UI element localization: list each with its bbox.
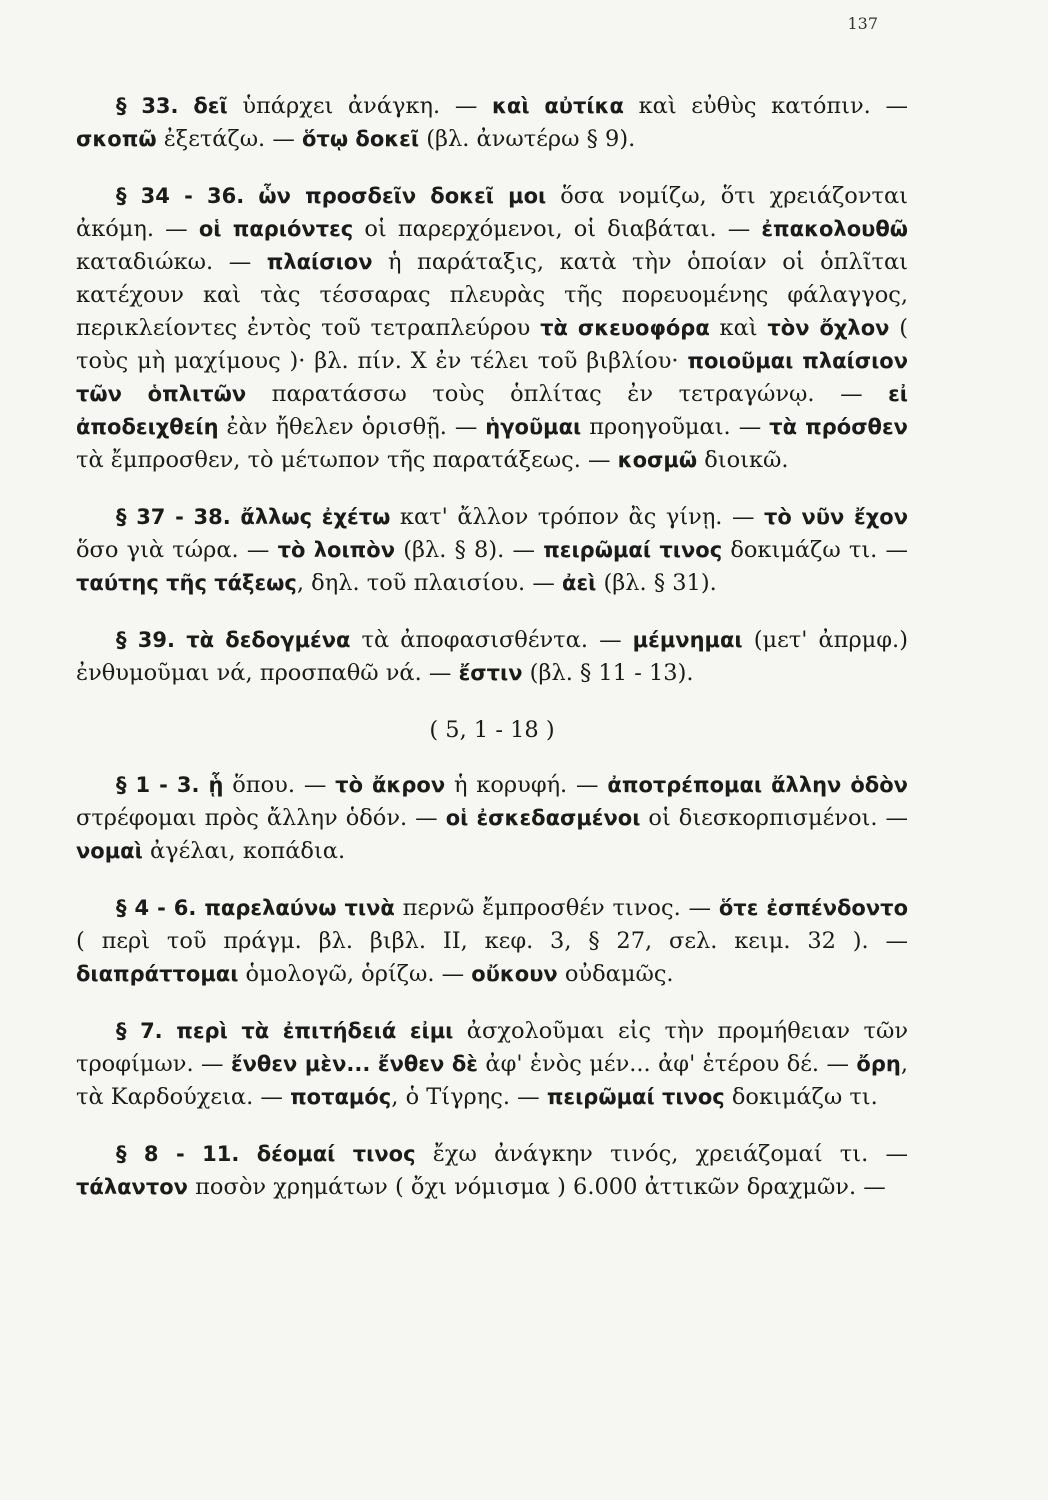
- lemma-term: ἔνθεν μὲν... ἔνθεν δὲ: [230, 1052, 478, 1076]
- lemma-term: § 34 - 36. ὧν προσδεῖν δοκεῖ μοι: [116, 184, 547, 208]
- gloss-text: (μετ' ἀπρμφ.) ἐνθυμοῦμαι νά, προσπαθῶ νά. —: [76, 627, 908, 686]
- lemma-term: οἱ παριόντες: [198, 217, 354, 241]
- lemma-term: ποιοῦμαι πλαίσιον τῶν ὁπλιτῶν: [76, 349, 908, 406]
- gloss-text: προηγοῦμαι. —: [581, 414, 770, 440]
- lemma-term: § 4 - 6. παρελαύνω τινὰ: [116, 896, 395, 920]
- gloss-text: καταδιώκω. —: [76, 249, 267, 275]
- gloss-text: δοκιμάζω τι. —: [722, 537, 908, 563]
- gloss-text: ἀφ' ἑνὸς μέν... ἀφ' ἑτέρου δέ. —: [478, 1051, 857, 1077]
- commentary-text: [76, 90, 908, 1228]
- gloss-text: οἱ παρερχόμενοι, οἱ διαβάται. —: [353, 216, 762, 242]
- gloss-text: , ὁ Τίγρης. —: [391, 1084, 547, 1110]
- gloss-text: (βλ. § 8). —: [395, 537, 544, 563]
- lemma-term: ἡγοῦμαι: [485, 415, 582, 439]
- lemma-term: τὰ πρόσθεν: [769, 415, 908, 439]
- lemma-term: σκοπῶ: [76, 127, 157, 151]
- commentary-paragraph: [76, 769, 908, 868]
- lemma-term: ἀποτρέπομαι ἄλλην ὁδὸν: [607, 773, 908, 797]
- lemma-term: τὸ νῦν ἔχον: [764, 505, 908, 529]
- gloss-text: καὶ εὐθὺς κατόπιν. —: [623, 93, 908, 119]
- lemma-term: τάλαντον: [76, 1175, 188, 1199]
- gloss-text: ἡ παράταξις, κατὰ τὴν ὁποίαν οἱ ὁπλῖται κατέχουν καὶ τὰς τέσσαρας πλευρὰς τῆς πορευομένης φάλαγγος, περικλείοντες ἐντὸς τοῦ τετραπλεύρου: [76, 249, 908, 341]
- gloss-text: (βλ. § 11 - 13).: [522, 660, 694, 686]
- commentary-paragraph: [76, 90, 908, 156]
- lemma-term: ὅτε ἐσπένδοντο: [718, 896, 908, 920]
- lemma-term: τὸ ἄκρον: [335, 773, 446, 797]
- page-number: 137: [847, 14, 878, 33]
- lemma-term: εἰ ἀποδειχθείη: [76, 382, 908, 439]
- section-heading: ( 5, 1 - 18 ): [429, 717, 555, 743]
- gloss-text: ἀσχολοῦμαι εἰς τὴν προμήθειαν τῶν τροφίμων. —: [76, 1018, 908, 1077]
- commentary-paragraph: [76, 1138, 908, 1204]
- gloss-text: ὑπάρχει ἀνάγκη. —: [227, 93, 493, 119]
- lemma-term: οὔκουν: [471, 962, 558, 986]
- commentary-paragraph: [76, 624, 908, 690]
- lemma-term: καὶ αὐτίκα: [492, 94, 624, 118]
- gloss-text: ὅσο γιὰ τώρα. —: [76, 537, 278, 563]
- gloss-text: δοκιμάζω τι.: [724, 1084, 878, 1110]
- lemma-term: ἔστιν: [458, 661, 523, 685]
- lemma-term: ἐπακολουθῶ: [761, 217, 908, 241]
- commentary-paragraph: [76, 180, 908, 477]
- lemma-term: πλαίσιον: [266, 250, 373, 274]
- lemma-term: μέμνημαι: [632, 628, 743, 652]
- gloss-text: ἔχω ἀνάγκην τινός, χρειάζομαί τι. —: [415, 1141, 908, 1167]
- lemma-term: οἱ ἐσκεδασμένοι: [445, 806, 641, 830]
- lemma-term: διαπράττομαι: [76, 962, 239, 986]
- gloss-text: (βλ. ἀνωτέρω § 9).: [419, 126, 636, 152]
- gloss-text: τὰ ἀποφασισθέντα. —: [350, 627, 633, 653]
- gloss-text: ὁμολογῶ, ὁρίζω. —: [238, 961, 472, 987]
- lemma-term: τὰ σκευοφόρα: [540, 316, 710, 340]
- gloss-text: παρατάσσω τοὺς ὁπλίτας ἐν τετραγώνῳ. —: [246, 381, 889, 407]
- gloss-text: τὰ ἔμπροσθεν, τὸ μέτωπον τῆς παρατάξεως. —: [76, 447, 618, 473]
- gloss-text: (βλ. § 31).: [596, 570, 717, 596]
- lemma-term: § 8 - 11. δέομαί τινος: [116, 1142, 416, 1166]
- gloss-text: κατ' ἄλλον τρόπον ἂς γίνῃ. —: [390, 504, 765, 530]
- commentary-paragraph: [76, 1015, 908, 1114]
- gloss-text: ( περὶ τοῦ πράγμ. βλ. βιβλ. II, κεφ. 3, § 27, σελ. κειμ. 32 ). —: [76, 928, 908, 954]
- lemma-term: ὅτῳ δοκεῖ: [302, 127, 420, 151]
- lemma-term: § 33. δεῖ: [116, 94, 228, 118]
- gloss-text: ὅσα νομίζω, ὅτι χρειάζονται ἀκόμη. —: [76, 183, 908, 242]
- lemma-term: νομαὶ: [76, 839, 143, 863]
- lemma-term: τὸ λοιπὸν: [277, 538, 396, 562]
- gloss-text: ( τοὺς μὴ μαχίμους )· βλ. πίν. X ἐν τέλει τοῦ βιβλίου·: [76, 315, 908, 374]
- lemma-term: ὄρη: [856, 1052, 901, 1076]
- lemma-term: § 1 - 3. ᾗ: [116, 773, 224, 797]
- lemma-term: πειρῶμαί τινος: [543, 538, 723, 562]
- lemma-term: § 39. τὰ δεδογμένα: [116, 628, 351, 652]
- gloss-text: περνῶ ἔμπροσθέν τινος. —: [394, 895, 719, 921]
- lemma-term: § 37 - 38. ἄλλως ἐχέτω: [116, 505, 391, 529]
- gloss-text: στρέφομαι πρὸς ἄλλην ὁδόν. —: [76, 805, 446, 831]
- gloss-text: διοικῶ.: [697, 447, 789, 473]
- gloss-text: ποσὸν χρημάτων ( ὄχι νόμισμα ) 6.000 ἀττικῶν δραχμῶν. —: [187, 1174, 886, 1200]
- commentary-paragraph: [76, 892, 908, 991]
- gloss-text: ἐὰν ἤθελεν ὁρισθῇ. —: [218, 414, 486, 440]
- gloss-text: οὐδαμῶς.: [557, 961, 674, 987]
- lemma-term: ἀεὶ: [562, 571, 597, 595]
- lemma-term: § 7. περὶ τὰ ἐπιτήδειά εἰμι: [116, 1019, 454, 1043]
- lemma-term: τὸν ὄχλον: [767, 316, 890, 340]
- gloss-text: ἀγέλαι, κοπάδια.: [142, 838, 346, 864]
- gloss-text: καὶ: [709, 315, 768, 341]
- lemma-term: ταύτης τῆς τάξεως: [76, 571, 297, 595]
- lemma-term: πειρῶμαί τινος: [546, 1085, 725, 1109]
- lemma-term: ποταμός: [290, 1085, 392, 1109]
- gloss-text: οἱ διεσκορπισμένοι. —: [640, 805, 908, 831]
- lemma-term: κοσμῶ: [617, 448, 698, 472]
- commentary-paragraph: [76, 501, 908, 600]
- gloss-text: , τὰ Καρδούχεια. —: [76, 1051, 908, 1110]
- gloss-text: ὅπου. —: [223, 772, 336, 798]
- gloss-text: ἡ κορυφή. —: [445, 772, 608, 798]
- gloss-text: , δηλ. τοῦ πλαισίου. —: [296, 570, 563, 596]
- gloss-text: ἐξετάζω. —: [156, 126, 302, 152]
